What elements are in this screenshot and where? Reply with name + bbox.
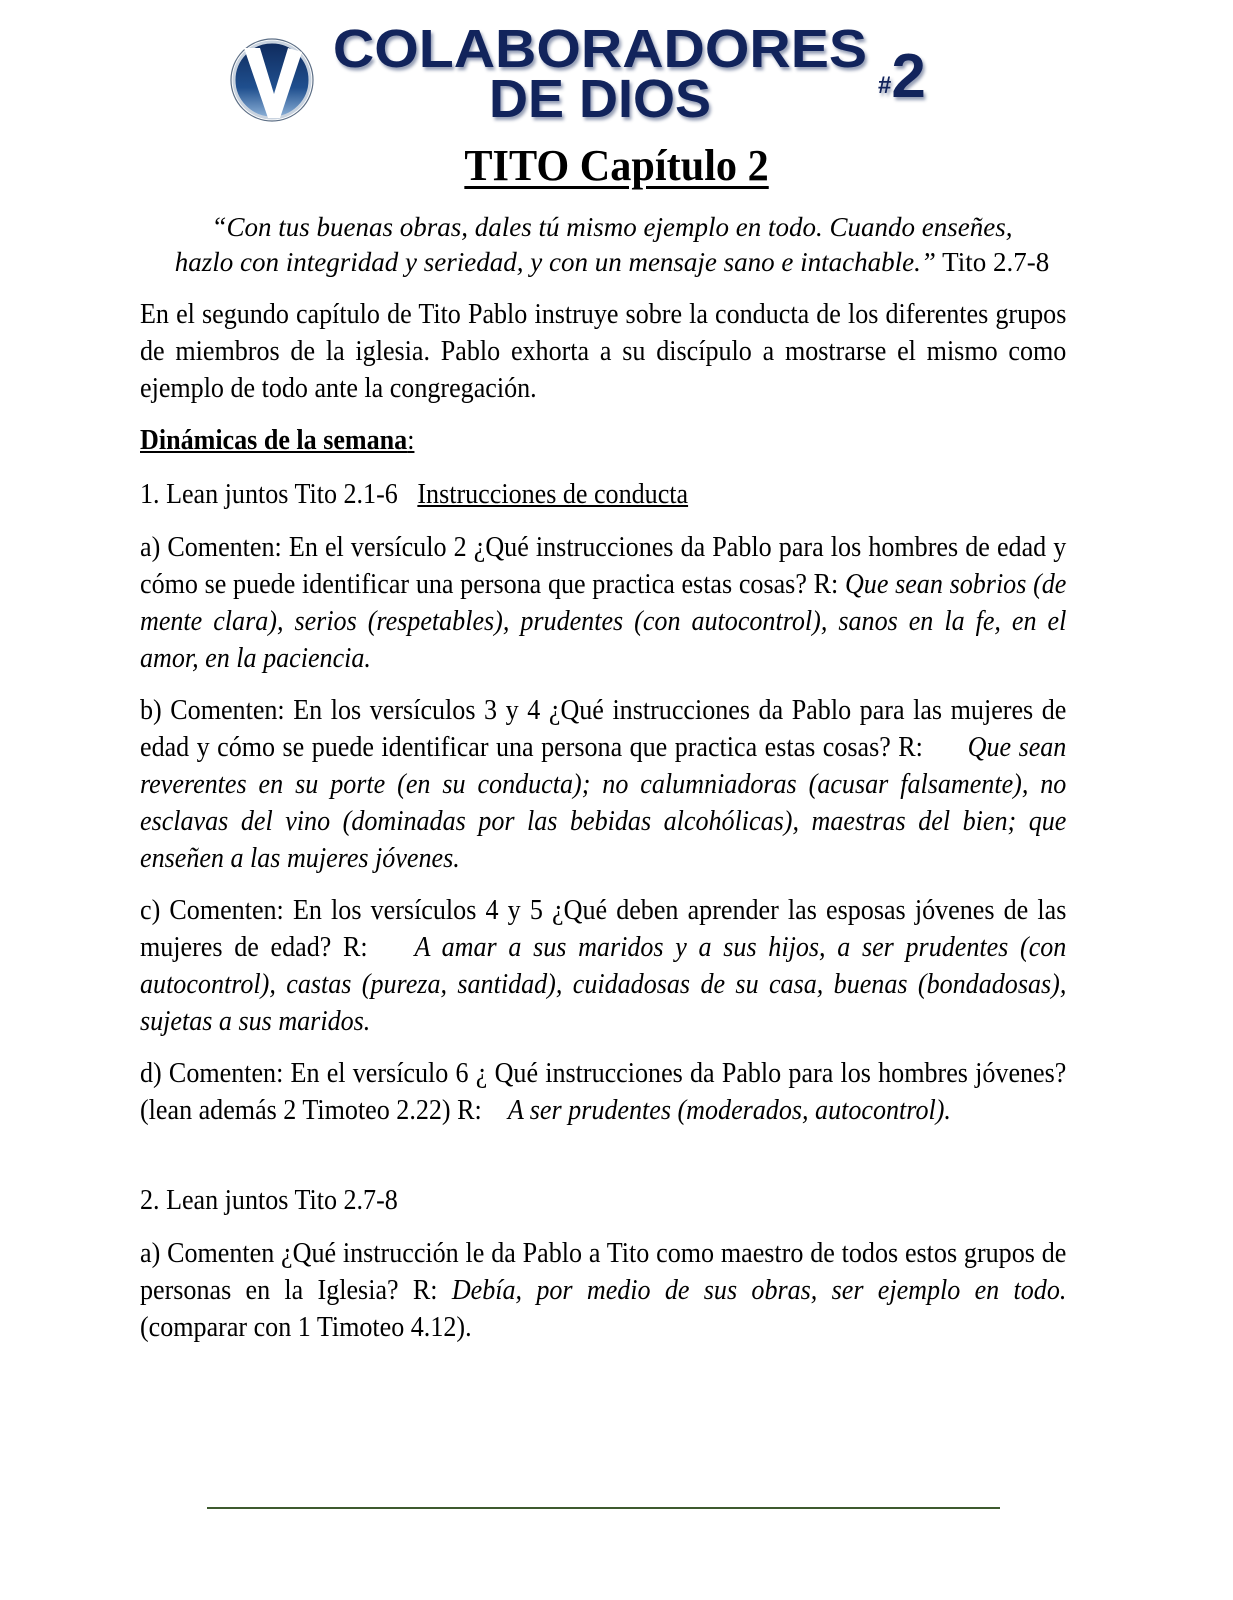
dynamics-heading-text: Dinámicas de la semana (140, 425, 408, 456)
question-1a-text: a) Comenten: En el versículo 2 ¿Qué instrucciones da Pablo para los hombres de edad y cómo se puede identificar una persona que practica estas cosas? R: (140, 532, 1067, 600)
answer-1b: Que sean reverentes en su porte (en su conducta); no calumniadoras (acusar falsamente), no esclavas del vino (dominadas por las bebidas alcohólicas), maestras del bien; que enseñen a las mujeres jóvenes. (140, 732, 1067, 874)
answer-2a-note: (comparar con 1 Timoteo 4.12). (140, 1312, 472, 1343)
quote-reference: Tito 2.7-8 (942, 247, 1050, 277)
intro-text: En el segundo capítulo de Tito Pablo instruye sobre la conducta de los diferentes grupos de miembros de la iglesia. Pablo exhorta a su discípulo a mostrarse el mismo como ejemplo de todo ante la congregación. (140, 299, 1067, 404)
header (228, 19, 958, 129)
question-1b-text: b) Comenten: En los versículos 3 y 4 ¿Qué instrucciones da Pablo para las mujeres de edad y cómo se puede identificar una persona que practica estas cosas? R: (140, 695, 1067, 763)
section-1-topic: Instrucciones de conducta (417, 479, 689, 510)
question-1d-text: d) Comenten: En el versículo 6 ¿ Qué instrucciones da Pablo para los hombres jóvenes? (lean además 2 Timoteo 2.22) R: (140, 1058, 1067, 1126)
question-1c-text: c) Comenten: En los versículos 4 y 5 ¿Qué deben aprender las esposas jóvenes de las mujeres de edad? R: (140, 895, 1067, 963)
intro-paragraph (140, 296, 1066, 407)
question-1c (140, 892, 1066, 1040)
section-1-label: 1. Lean juntos Tito 2.1-6 (140, 479, 398, 510)
section-2-heading (140, 1182, 1066, 1219)
question-1b (140, 692, 1066, 877)
question-2a (140, 1235, 1066, 1346)
brand-line-1: COLABORADORES (332, 19, 868, 79)
answer-2a: Debía, por medio de sus obras, ser ejemplo en todo. (451, 1275, 1067, 1306)
quote-line-2: hazlo con integridad y seriedad, y con un mensaje sano e intachable.” (174, 247, 936, 277)
page-title-text: TITO Capítulo 2 (464, 141, 769, 190)
answer-1d: A ser prudentes (moderados, autocontrol). (507, 1095, 951, 1126)
page-title (0, 140, 1233, 191)
answer-1a: Que sean sobrios (de mente clara), serios (respetables), prudentes (con autocontrol), sanos en la fe, en el amor, en la paciencia. (140, 569, 1067, 674)
dynamics-heading (140, 422, 1066, 459)
quote-line-1: “Con tus buenas obras, dales tú mismo ejemplo en todo. Cuando enseñes, (211, 212, 1013, 242)
answer-1c: A amar a sus maridos y a sus hijos, a ser prudentes (con autocontrol), castas (pureza, santidad), cuidadosas de su casa, buenas (bondadosas), sujetas a sus maridos. (140, 932, 1067, 1037)
issue-hash: # (878, 72, 892, 99)
question-1d (140, 1055, 1066, 1129)
dynamics-heading-colon: : (407, 425, 415, 456)
section-2-label: 2. Lean juntos Tito 2.7-8 (140, 1185, 398, 1216)
question-2a-text: a) Comenten ¿Qué instrucción le da Pablo a Tito como maestro de todos estos grupos de personas en la Iglesia? R: (140, 1238, 1067, 1306)
footer-divider (207, 1507, 1000, 1509)
scripture-quote (140, 210, 1084, 280)
section-1-heading (140, 476, 1066, 513)
brand-line-2: DE DIOS (488, 69, 712, 129)
question-1a (140, 529, 1066, 677)
brand-title (310, 19, 890, 129)
issue-number-value: 2 (891, 42, 926, 111)
issue-number (878, 42, 926, 111)
